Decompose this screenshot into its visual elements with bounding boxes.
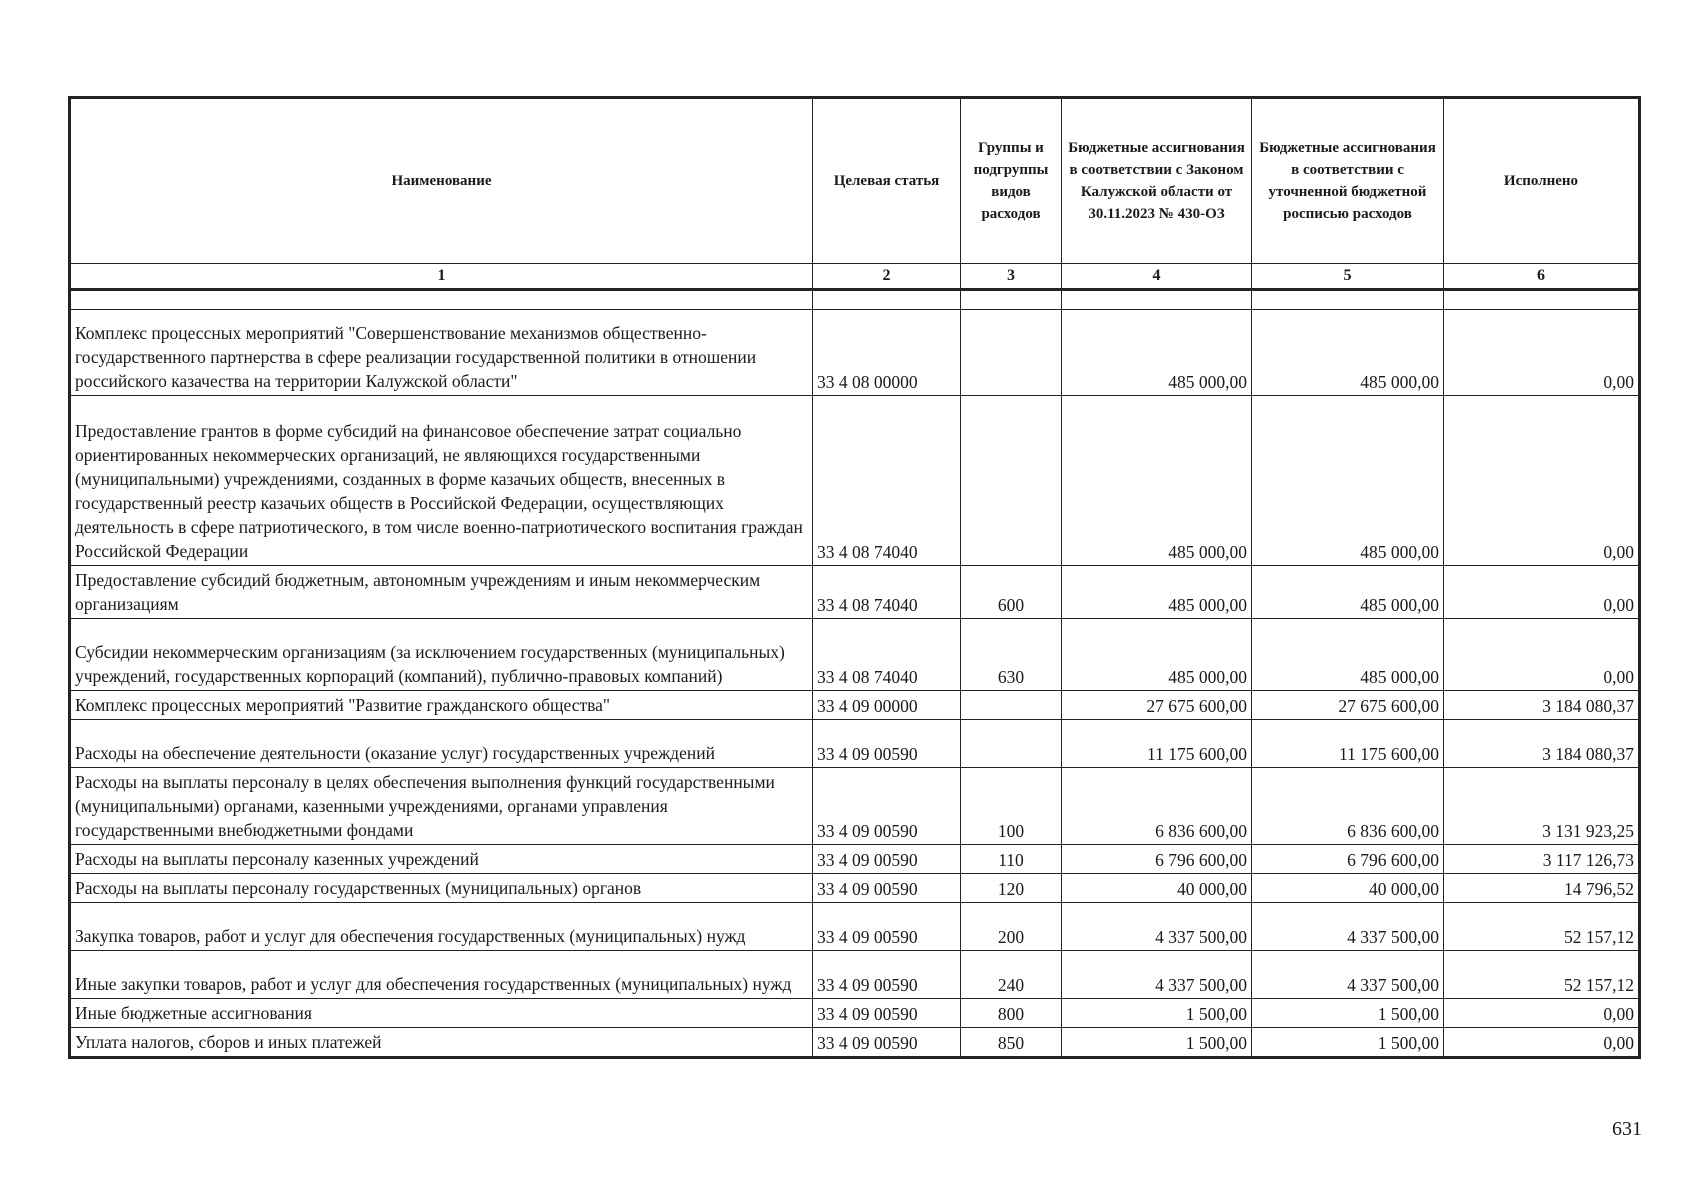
table-row (70, 1028, 1640, 1058)
row-target-article: 33 4 09 00590 (813, 720, 961, 768)
row-executed-amount: 0,00 (1444, 619, 1640, 691)
row-name: Закупка товаров, работ и услуг для обеспечения государственных (муниципальных) нужд (70, 903, 813, 951)
row-name: Расходы на выплаты персоналу казенных учреждений (70, 845, 813, 874)
row-expense-group (961, 310, 1062, 396)
row-law-amount: 4 337 500,00 (1062, 903, 1252, 951)
row-revised-amount: 6 836 600,00 (1252, 768, 1444, 845)
row-executed-amount: 3 184 080,37 (1444, 691, 1640, 720)
row-target-article: 33 4 08 74040 (813, 619, 961, 691)
header-law-allocations: Бюджетные ассигнования в соответствии с Законом Калужской области от 30.11.2023 № 430-ОЗ (1062, 98, 1252, 264)
column-number: 3 (961, 264, 1062, 290)
page-number: 631 (1612, 1118, 1642, 1140)
row-target-article: 33 4 09 00000 (813, 691, 961, 720)
row-revised-amount: 485 000,00 (1252, 566, 1444, 619)
row-revised-amount: 1 500,00 (1252, 1028, 1444, 1058)
row-revised-amount: 27 675 600,00 (1252, 691, 1444, 720)
column-number: 1 (70, 264, 813, 290)
table-row (70, 396, 1640, 566)
row-executed-amount: 0,00 (1444, 396, 1640, 566)
header-revised-allocations: Бюджетные ассигнования в соответствии с уточненной бюджетной росписью расходов (1252, 98, 1444, 264)
row-expense-group: 600 (961, 566, 1062, 619)
row-revised-amount: 4 337 500,00 (1252, 951, 1444, 999)
row-name: Комплекс процессных мероприятий "Совершенствование механизмов общественно-государственного партнерства в сфере реализации государственной политики в отношении российского казачества на территории Калужской области" (70, 310, 813, 396)
row-target-article: 33 4 09 00590 (813, 951, 961, 999)
spacer-row (70, 290, 1640, 310)
row-expense-group (961, 396, 1062, 566)
table-row (70, 566, 1640, 619)
table-row (70, 619, 1640, 691)
row-executed-amount: 3 131 923,25 (1444, 768, 1640, 845)
row-law-amount: 4 337 500,00 (1062, 951, 1252, 999)
row-expense-group (961, 691, 1062, 720)
row-target-article: 33 4 09 00590 (813, 903, 961, 951)
row-target-article: 33 4 09 00590 (813, 1028, 961, 1058)
row-executed-amount: 3 184 080,37 (1444, 720, 1640, 768)
row-law-amount: 40 000,00 (1062, 874, 1252, 903)
header-name: Наименование (70, 98, 813, 264)
row-law-amount: 27 675 600,00 (1062, 691, 1252, 720)
row-target-article: 33 4 08 00000 (813, 310, 961, 396)
row-target-article: 33 4 09 00590 (813, 999, 961, 1028)
row-executed-amount: 3 117 126,73 (1444, 845, 1640, 874)
row-expense-group (961, 720, 1062, 768)
header-target-article: Целевая статья (813, 98, 961, 264)
column-number: 5 (1252, 264, 1444, 290)
row-executed-amount: 14 796,52 (1444, 874, 1640, 903)
column-number: 4 (1062, 264, 1252, 290)
header-row (70, 98, 1640, 264)
row-expense-group: 850 (961, 1028, 1062, 1058)
column-number-row (70, 264, 1640, 290)
row-name: Уплата налогов, сборов и иных платежей (70, 1028, 813, 1058)
table-row (70, 720, 1640, 768)
row-executed-amount: 0,00 (1444, 310, 1640, 396)
row-law-amount: 485 000,00 (1062, 566, 1252, 619)
table-row (70, 903, 1640, 951)
row-expense-group: 630 (961, 619, 1062, 691)
row-revised-amount: 485 000,00 (1252, 310, 1444, 396)
column-number: 6 (1444, 264, 1640, 290)
row-revised-amount: 6 796 600,00 (1252, 845, 1444, 874)
row-revised-amount: 40 000,00 (1252, 874, 1444, 903)
row-law-amount: 1 500,00 (1062, 999, 1252, 1028)
table-row (70, 951, 1640, 999)
table-row (70, 691, 1640, 720)
row-law-amount: 485 000,00 (1062, 619, 1252, 691)
row-law-amount: 6 796 600,00 (1062, 845, 1252, 874)
row-executed-amount: 52 157,12 (1444, 903, 1640, 951)
row-expense-group: 120 (961, 874, 1062, 903)
row-name: Расходы на выплаты персоналу государственных (муниципальных) органов (70, 874, 813, 903)
row-executed-amount: 0,00 (1444, 566, 1640, 619)
row-expense-group: 100 (961, 768, 1062, 845)
table-row (70, 845, 1640, 874)
row-law-amount: 1 500,00 (1062, 1028, 1252, 1058)
table-row (70, 310, 1640, 396)
row-target-article: 33 4 09 00590 (813, 768, 961, 845)
row-law-amount: 485 000,00 (1062, 396, 1252, 566)
header-executed: Исполнено (1444, 98, 1640, 264)
row-name: Расходы на обеспечение деятельности (оказание услуг) государственных учреждений (70, 720, 813, 768)
row-expense-group: 200 (961, 903, 1062, 951)
row-target-article: 33 4 09 00590 (813, 874, 961, 903)
row-expense-group: 800 (961, 999, 1062, 1028)
table-row (70, 768, 1640, 845)
row-revised-amount: 485 000,00 (1252, 619, 1444, 691)
row-name: Иные бюджетные ассигнования (70, 999, 813, 1028)
row-name: Предоставление субсидий бюджетным, автономным учреждениям и иным некоммерческим организациям (70, 566, 813, 619)
column-number: 2 (813, 264, 961, 290)
row-revised-amount: 4 337 500,00 (1252, 903, 1444, 951)
row-name: Комплекс процессных мероприятий "Развитие гражданского общества" (70, 691, 813, 720)
row-executed-amount: 52 157,12 (1444, 951, 1640, 999)
row-revised-amount: 11 175 600,00 (1252, 720, 1444, 768)
row-target-article: 33 4 08 74040 (813, 396, 961, 566)
row-revised-amount: 485 000,00 (1252, 396, 1444, 566)
row-law-amount: 485 000,00 (1062, 310, 1252, 396)
row-executed-amount: 0,00 (1444, 999, 1640, 1028)
row-revised-amount: 1 500,00 (1252, 999, 1444, 1028)
row-name: Расходы на выплаты персоналу в целях обеспечения выполнения функций государственными (муниципальными) органами, казенными учреждениями, органами управления государственными внебюджетными фондами (70, 768, 813, 845)
row-law-amount: 6 836 600,00 (1062, 768, 1252, 845)
row-law-amount: 11 175 600,00 (1062, 720, 1252, 768)
row-name: Иные закупки товаров, работ и услуг для обеспечения государственных (муниципальных) нужд (70, 951, 813, 999)
row-target-article: 33 4 08 74040 (813, 566, 961, 619)
row-target-article: 33 4 09 00590 (813, 845, 961, 874)
row-executed-amount: 0,00 (1444, 1028, 1640, 1058)
row-name: Субсидии некоммерческим организациям (за исключением государственных (муниципальных) учреждений, государственных корпораций (компаний), публично-правовых компаний) (70, 619, 813, 691)
table-row (70, 999, 1640, 1028)
row-expense-group: 110 (961, 845, 1062, 874)
row-expense-group: 240 (961, 951, 1062, 999)
row-name: Предоставление грантов в форме субсидий на финансовое обеспечение затрат социально ориентированных некоммерческих организаций, не являющихся государственными (муниципальными) учреждениями, созданных в форме казачьих обществ, внесенных в государственный реестр казачьих обществ в Российской Федерации, осуществляющих деятельность в сфере патриотического, в том числе военно-патриотического воспитания граждан Российской Федерации (70, 396, 813, 566)
budget-table (68, 96, 1641, 1059)
header-expense-groups: Группы и подгруппы видов расходов (961, 98, 1062, 264)
table-row (70, 874, 1640, 903)
